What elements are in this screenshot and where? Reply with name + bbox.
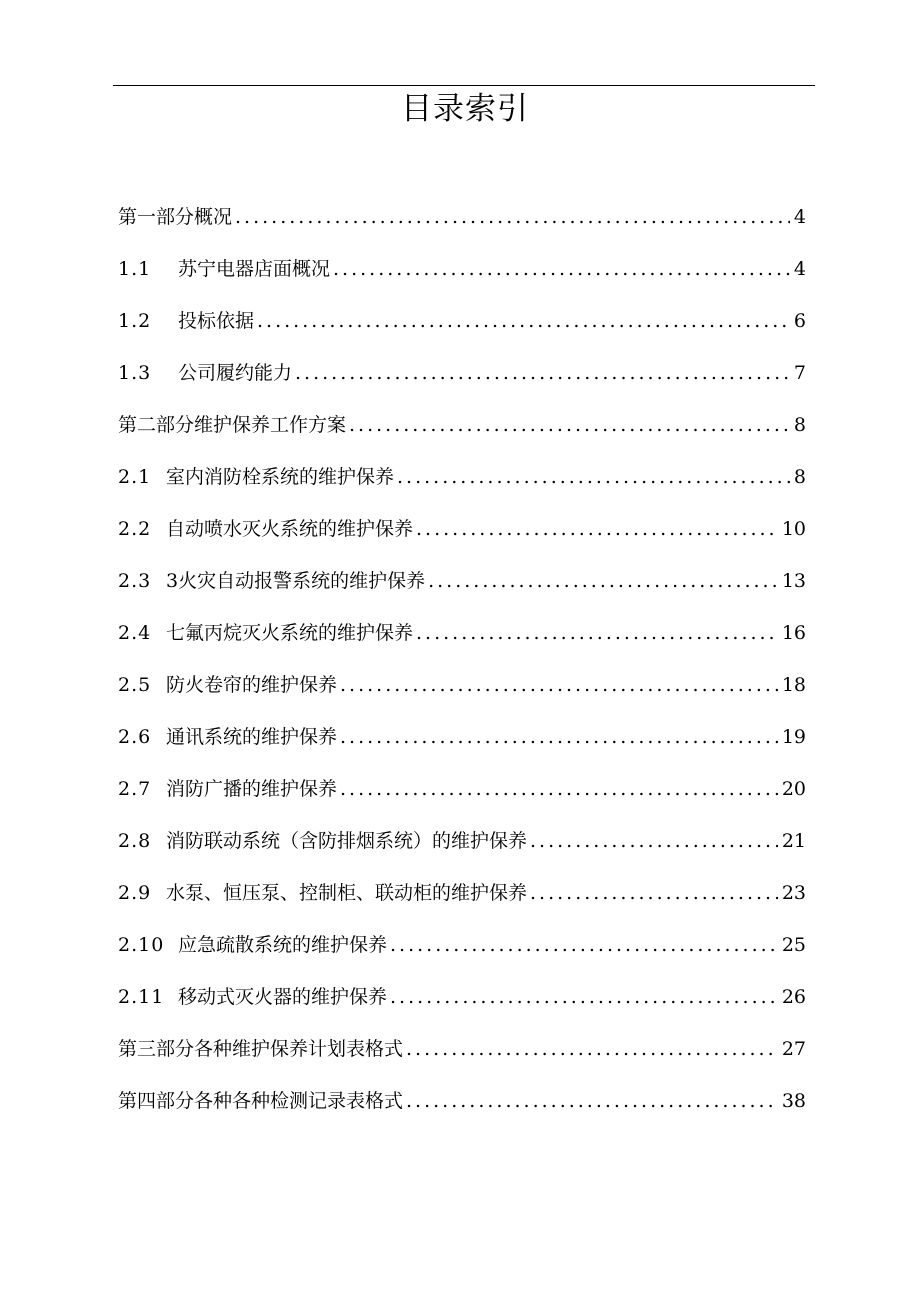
- toc-entry[interactable]: [118, 460, 806, 512]
- toc-page-number: 20: [781, 778, 806, 800]
- toc-page-number: 16: [781, 622, 806, 644]
- toc-section-number: 2.9: [118, 882, 152, 904]
- toc-entry[interactable]: [118, 200, 806, 252]
- toc-section-number: 2.3: [118, 570, 152, 592]
- toc-entry-label: 通讯系统的维护保养: [166, 726, 338, 748]
- toc-entry-label: 公司履约能力: [178, 362, 293, 384]
- toc-entry[interactable]: [118, 876, 806, 928]
- toc-entry[interactable]: [118, 408, 806, 460]
- toc-entry-label: 消防广播的维护保养: [166, 778, 338, 800]
- toc-entry-label: 水泵、恒压泵、控制柜、联动柜的维护保养: [166, 882, 528, 904]
- toc-section-number: 1.1: [118, 258, 152, 280]
- toc-entry-label: 3火灾自动报警系统的维护保养: [166, 570, 426, 592]
- toc-entry[interactable]: [118, 772, 806, 824]
- toc-entry-label: 室内消防栓系统的维护保养: [166, 466, 395, 488]
- toc-dot-leader: [416, 512, 778, 546]
- toc-dot-leader: [340, 720, 778, 754]
- toc-entry-label: 第一部分概况: [118, 206, 233, 228]
- toc-page-number: 4: [793, 258, 806, 280]
- toc-entry-label: 应急疏散系统的维护保养: [178, 934, 388, 956]
- toc-section-number: 2.5: [118, 674, 152, 696]
- page-title: 目录索引: [401, 91, 529, 127]
- toc-dot-leader: [428, 564, 778, 598]
- toc-page-number: 27: [781, 1038, 806, 1060]
- toc-section-number: 2.10: [118, 934, 165, 956]
- toc-section-number: 1.3: [118, 362, 152, 384]
- toc-entry[interactable]: [118, 564, 806, 616]
- toc-entry-label: 第四部分各种各种检测记录表格式: [118, 1090, 404, 1112]
- toc-section-number: 2.7: [118, 778, 152, 800]
- toc-section-number: 2.1: [118, 466, 152, 488]
- toc-dot-leader: [257, 304, 790, 338]
- toc-page-number: 19: [781, 726, 806, 748]
- toc-entry[interactable]: [118, 720, 806, 772]
- toc-entry[interactable]: [118, 668, 806, 720]
- toc-entry[interactable]: [118, 252, 806, 304]
- toc-entry-label: 防火卷帘的维护保养: [166, 674, 338, 696]
- toc-section-number: 2.8: [118, 830, 152, 852]
- toc-entry-label: 自动喷水灭火系统的维护保养: [166, 518, 414, 540]
- toc-page-number: 7: [793, 362, 806, 384]
- toc-entry[interactable]: [118, 616, 806, 668]
- toc-page-number: 6: [793, 310, 806, 332]
- toc-dot-leader: [349, 408, 790, 442]
- toc-entry[interactable]: [118, 980, 806, 1032]
- toc-dot-leader: [390, 928, 778, 962]
- toc-page-number: 8: [793, 414, 806, 436]
- toc-entry-label: 消防联动系统（含防排烟系统）的维护保养: [166, 830, 528, 852]
- toc-section-number: 2.11: [118, 986, 165, 1008]
- toc-dot-leader: [530, 876, 778, 910]
- toc-page-number: 26: [781, 986, 806, 1008]
- toc-entry-label: 七氟丙烷灭火系统的维护保养: [166, 622, 414, 644]
- toc-section-number: 1.2: [118, 310, 152, 332]
- toc-entry[interactable]: [118, 304, 806, 356]
- toc-section-number: 2.4: [118, 622, 152, 644]
- toc-entry-label: 第二部分维护保养工作方案: [118, 414, 347, 436]
- toc-entry-label: 移动式灭火器的维护保养: [178, 986, 388, 1008]
- toc-page-number: 38: [781, 1090, 806, 1112]
- toc-dot-leader: [333, 252, 790, 286]
- toc-page-number: 21: [781, 830, 806, 852]
- toc-entry-label: 第三部分各种维护保养计划表格式: [118, 1038, 404, 1060]
- toc-dot-leader: [390, 980, 778, 1014]
- toc-entry[interactable]: [118, 1084, 806, 1136]
- toc-dot-leader: [340, 668, 778, 702]
- toc-page-number: 13: [781, 570, 806, 592]
- toc-page-number: 4: [793, 206, 806, 228]
- toc-entry[interactable]: [118, 512, 806, 564]
- table-of-contents: [118, 200, 806, 1136]
- toc-page-number: 23: [781, 882, 806, 904]
- header-rule: [113, 85, 815, 86]
- toc-page-number: 10: [781, 518, 806, 540]
- toc-page-number: 18: [781, 674, 806, 696]
- toc-entry-label: 苏宁电器店面概况: [178, 258, 331, 280]
- toc-dot-leader: [406, 1084, 778, 1118]
- toc-dot-leader: [406, 1032, 778, 1066]
- toc-dot-leader: [416, 616, 778, 650]
- toc-page-number: 8: [793, 466, 806, 488]
- toc-dot-leader: [397, 460, 790, 494]
- toc-section-number: 2.2: [118, 518, 152, 540]
- toc-entry[interactable]: [118, 928, 806, 980]
- toc-entry[interactable]: [118, 356, 806, 408]
- toc-entry[interactable]: [118, 1032, 806, 1084]
- toc-entry[interactable]: [118, 824, 806, 876]
- toc-section-number: 2.6: [118, 726, 152, 748]
- toc-dot-leader: [235, 200, 790, 234]
- toc-page-number: 25: [781, 934, 806, 956]
- toc-entry-label: 投标依据: [178, 310, 255, 332]
- toc-dot-leader: [340, 772, 778, 806]
- toc-dot-leader: [530, 824, 778, 858]
- toc-dot-leader: [295, 356, 790, 390]
